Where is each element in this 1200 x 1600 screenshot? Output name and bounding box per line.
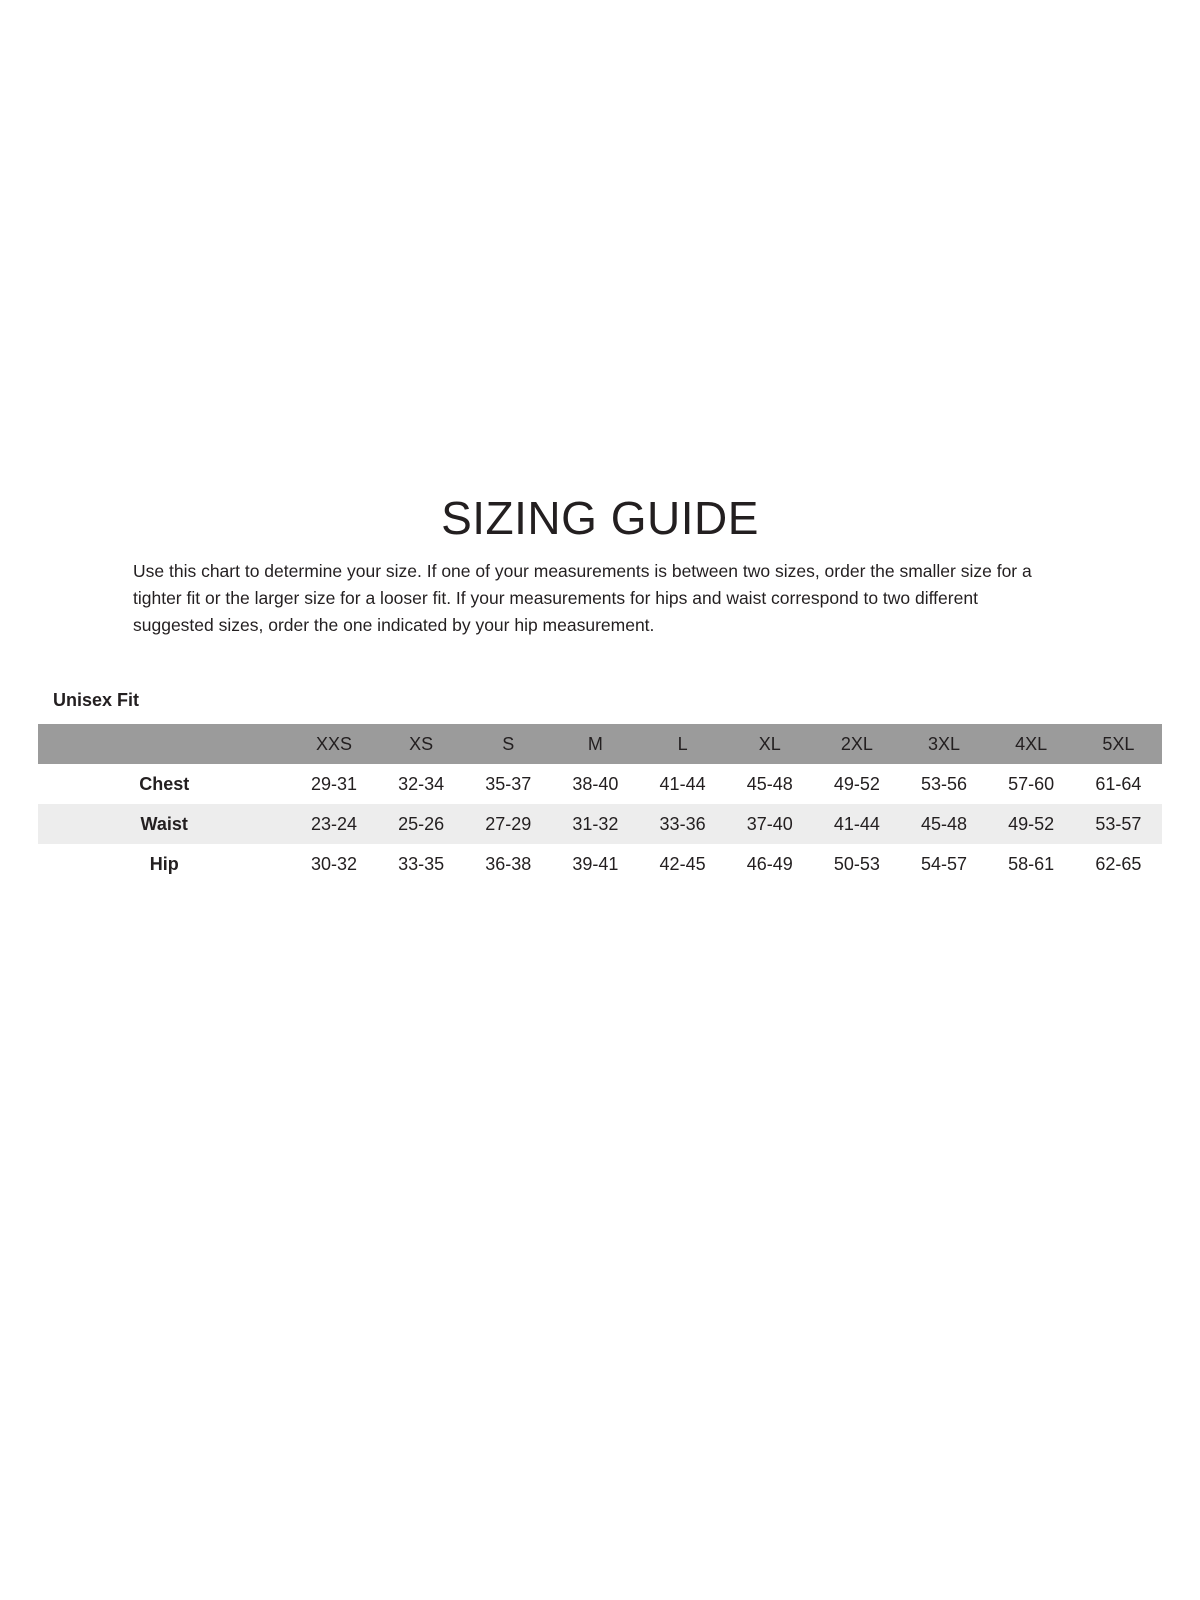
cell-hip-xxs: 30-32 <box>310 853 358 874</box>
cell-chest-l: 41-44 <box>659 773 706 794</box>
cell-hip-3xl: 54-57 <box>920 853 968 874</box>
intro-paragraph: Use this chart to determine your size. If one of your measurements is between two sizes, order the smaller size for a tighter fit or the larger size for a looser fit. If your measurements for hips and waist correspond to two different suggested sizes, order the one indicated by your hip measurement. <box>133 560 1032 635</box>
cell-hip-xs: 33-35 <box>398 853 445 874</box>
column-header-2xl: 2XL <box>840 733 873 754</box>
cell-chest-4xl: 57-60 <box>1008 773 1055 794</box>
cell-chest-3xl: 53-56 <box>920 773 968 794</box>
column-header-l: L <box>677 733 688 754</box>
cell-waist-s: 27-29 <box>485 813 532 834</box>
column-header-xl: XL <box>758 733 781 754</box>
cell-chest-xs: 32-34 <box>398 773 445 794</box>
table-header <box>38 724 1162 764</box>
cell-hip-l: 42-45 <box>659 853 706 874</box>
cell-waist-xs: 25-26 <box>398 813 445 834</box>
cell-hip-m: 39-41 <box>572 853 619 874</box>
column-header-5xl: 5XL <box>1102 733 1135 754</box>
column-header-3xl: 3XL <box>927 733 960 754</box>
table-header-row <box>38 724 1162 764</box>
cell-waist-5xl: 53-57 <box>1095 813 1142 834</box>
column-header-xxs: XXS <box>315 733 353 754</box>
column-header-m: M <box>587 733 603 754</box>
table-row <box>38 764 1162 804</box>
table-row <box>38 804 1162 844</box>
cell-hip-2xl: 50-53 <box>833 853 880 874</box>
table-corner-cell <box>38 724 290 764</box>
cell-chest-xl: 45-48 <box>746 773 793 794</box>
table-row <box>38 844 1162 884</box>
size-table <box>38 724 1162 884</box>
cell-waist-xxs: 23-24 <box>310 813 358 834</box>
cell-waist-l: 33-36 <box>659 813 706 834</box>
section-label-unisex-fit: Unisex Fit <box>53 690 140 710</box>
row-label-chest: Chest <box>139 773 190 794</box>
cell-waist-xl: 37-40 <box>746 813 793 834</box>
column-header-4xl: 4XL <box>1015 733 1048 754</box>
cell-chest-xxs: 29-31 <box>310 773 358 794</box>
cell-hip-s: 36-38 <box>485 853 532 874</box>
row-label-waist: Waist <box>140 813 188 834</box>
cell-hip-5xl: 62-65 <box>1095 853 1142 874</box>
table-body <box>38 764 1162 884</box>
column-header-xs: XS <box>409 733 434 754</box>
cell-hip-xl: 46-49 <box>746 853 793 874</box>
cell-waist-4xl: 49-52 <box>1008 813 1055 834</box>
cell-waist-2xl: 41-44 <box>833 813 880 834</box>
cell-waist-3xl: 45-48 <box>920 813 968 834</box>
row-label-hip: Hip <box>149 853 179 874</box>
cell-chest-m: 38-40 <box>572 773 619 794</box>
cell-chest-2xl: 49-52 <box>833 773 880 794</box>
column-header-s: S <box>502 733 515 754</box>
cell-chest-5xl: 61-64 <box>1095 773 1142 794</box>
size-table-container <box>38 724 1162 884</box>
cell-chest-s: 35-37 <box>485 773 532 794</box>
cell-waist-m: 31-32 <box>572 813 619 834</box>
cell-hip-4xl: 58-61 <box>1008 853 1055 874</box>
page-title: SIZING GUIDE <box>441 491 759 544</box>
